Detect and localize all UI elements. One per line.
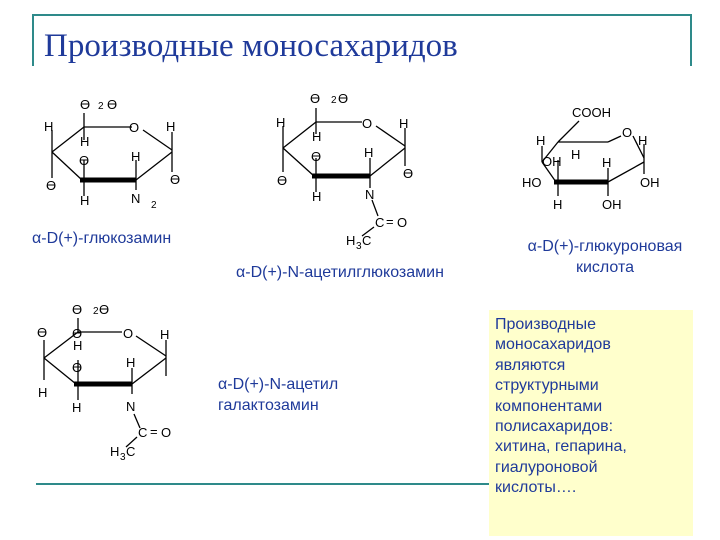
acetylgalactosamine-ch2oh-2o: Ɵ bbox=[99, 302, 110, 317]
glucosamine-name: α-D(+)-глюкозамин bbox=[32, 230, 172, 247]
glucosamine-h: H bbox=[80, 134, 90, 149]
acetylglucosamine-oh: Ɵ bbox=[277, 173, 288, 188]
acetylgalactosamine-bond bbox=[132, 358, 166, 384]
glucosamine-h: H bbox=[80, 193, 90, 208]
glucuronic-name-line1: α-D(+)-глюкуроновая bbox=[527, 238, 683, 255]
acetylglucosamine-o: O bbox=[397, 215, 408, 230]
acetylglucosamine-c: C bbox=[375, 215, 385, 230]
acetylglucosamine-ch2oh-o: Ɵ bbox=[310, 91, 321, 106]
glucosamine-bond bbox=[136, 152, 172, 180]
glucosamine-ch2oh-2o: Ɵ bbox=[107, 97, 118, 112]
note-line: Производные bbox=[495, 316, 597, 333]
acetylgalactosamine-h: H bbox=[160, 327, 170, 342]
glucosamine-ch2oh-2: 2 bbox=[98, 101, 104, 112]
acetylgalactosamine-structure bbox=[37, 302, 171, 463]
acetylglucosamine-ring-o: O bbox=[362, 116, 373, 131]
acetylglucosamine-ch2oh-2: 2 bbox=[331, 95, 337, 106]
acetylglucosamine-h: H bbox=[399, 116, 409, 131]
note-line: гиалуроновой bbox=[495, 458, 598, 476]
acetylglucosamine-double-bond: = bbox=[386, 214, 394, 229]
glucosamine-h: H bbox=[166, 119, 176, 134]
acetylgalactosamine-h: H bbox=[72, 400, 82, 415]
acetylgalactosamine-h3c-h: H bbox=[110, 444, 120, 459]
glucuronic-h: H bbox=[602, 155, 612, 170]
glucosamine-h: H bbox=[131, 149, 141, 164]
note-line: структурными bbox=[495, 377, 599, 395]
note-line: кислоты…. bbox=[495, 479, 577, 497]
note-line: полисахаридов: bbox=[495, 418, 614, 436]
acetylgalactosamine-h: H bbox=[38, 385, 48, 400]
glucuronic-h: H bbox=[638, 133, 648, 148]
acetylgalactosamine-name-line1: α-D(+)-N-ацетил bbox=[218, 376, 339, 393]
info-note bbox=[489, 310, 693, 536]
glucuronic-ho: HO bbox=[522, 175, 542, 190]
acetylgalactosamine-h3c-3: 3 bbox=[120, 452, 126, 463]
acetylglucosamine-h: H bbox=[364, 145, 374, 160]
glucuronic-cooh: COOH bbox=[572, 105, 611, 120]
acetylglucosamine-h: H bbox=[312, 129, 322, 144]
glucuronic-name-line2: кислота bbox=[575, 259, 635, 276]
acetylgalactosamine-name-line2: галактозамин bbox=[218, 397, 319, 414]
glucosamine-structure bbox=[44, 97, 180, 211]
acetylgalactosamine-ch2oh-2: 2 bbox=[93, 306, 99, 317]
acetylgalactosamine-oh: Ɵ bbox=[72, 326, 83, 341]
acetylglucosamine-bond bbox=[372, 200, 378, 216]
acetylglucosamine-h3c-h: H bbox=[346, 233, 356, 248]
acetylgalactosamine-o: O bbox=[161, 425, 172, 440]
acetylglucosamine-h3c-3: 3 bbox=[356, 241, 362, 252]
note-line: компонентами bbox=[495, 397, 603, 415]
acetylglucosamine-bond bbox=[370, 148, 405, 176]
acetylgalactosamine-ch2oh-o: Ɵ bbox=[72, 302, 83, 317]
glucuronic-oh: OH bbox=[602, 197, 622, 212]
acetylgalactosamine-n: N bbox=[126, 399, 136, 414]
acetylglucosamine-h3c-c: C bbox=[362, 233, 372, 248]
glucosamine-h: H bbox=[44, 119, 54, 134]
acetylgalactosamine-name bbox=[218, 374, 338, 416]
acetylgalactosamine-h3c-c: C bbox=[126, 444, 136, 459]
glucosamine-oh: Ɵ bbox=[79, 153, 90, 168]
acetylglucosamine-ch2oh-2o: Ɵ bbox=[338, 91, 349, 106]
glucuronic-oh: OH bbox=[542, 154, 562, 169]
note-line: моносахаридов bbox=[495, 336, 611, 354]
glucuronic-bond bbox=[608, 162, 644, 182]
acetylglucosamine-h: H bbox=[312, 189, 322, 204]
glucosamine-n: N bbox=[131, 191, 141, 206]
glucuronic-bond bbox=[558, 121, 579, 142]
glucuronic-ring-o: O bbox=[622, 125, 633, 140]
acetylgalactosamine-double-bond: = bbox=[150, 424, 158, 439]
glucuronic-h: H bbox=[571, 147, 581, 162]
acetylgalactosamine-h: H bbox=[73, 338, 83, 353]
acetylgalactosamine-c: C bbox=[138, 425, 148, 440]
acetylglucosamine-oh: Ɵ bbox=[311, 149, 322, 164]
glucuronic-bond bbox=[608, 136, 621, 142]
note-line: являются bbox=[495, 356, 566, 374]
acetylglucosamine-name: α-D(+)-N-ацетилглюкозамин bbox=[236, 264, 444, 281]
glucosamine-ring-o: O bbox=[129, 120, 140, 135]
acetylgalactosamine-ring-o: O bbox=[123, 326, 134, 341]
glucuronic-structure bbox=[522, 105, 660, 212]
glucosamine-oh: Ɵ bbox=[46, 178, 57, 193]
glucuronic-h: H bbox=[536, 133, 546, 148]
acetylglucosamine-structure bbox=[276, 91, 413, 252]
glucuronic-h: H bbox=[553, 197, 563, 212]
note-line: хитина, гепарина, bbox=[495, 438, 627, 456]
glucosamine-n-2: 2 bbox=[151, 200, 157, 211]
acetylglucosamine-n: N bbox=[365, 187, 375, 202]
acetylglucosamine-bond bbox=[283, 148, 314, 176]
acetylgalactosamine-oh: Ɵ bbox=[37, 325, 48, 340]
acetylgalactosamine-h: H bbox=[126, 355, 136, 370]
acetylglucosamine-h: H bbox=[276, 115, 286, 130]
acetylgalactosamine-oh: Ɵ bbox=[72, 360, 83, 375]
slide-title: Производные моносахаридов bbox=[44, 28, 458, 64]
glucuronic-oh: OH bbox=[640, 175, 660, 190]
glucuronic-name bbox=[505, 236, 705, 278]
glucosamine-ch2oh-o: Ɵ bbox=[80, 97, 91, 112]
glucosamine-bond bbox=[52, 152, 82, 180]
glucosamine-oh: Ɵ bbox=[170, 172, 181, 187]
acetylglucosamine-oh: Ɵ bbox=[403, 166, 414, 181]
